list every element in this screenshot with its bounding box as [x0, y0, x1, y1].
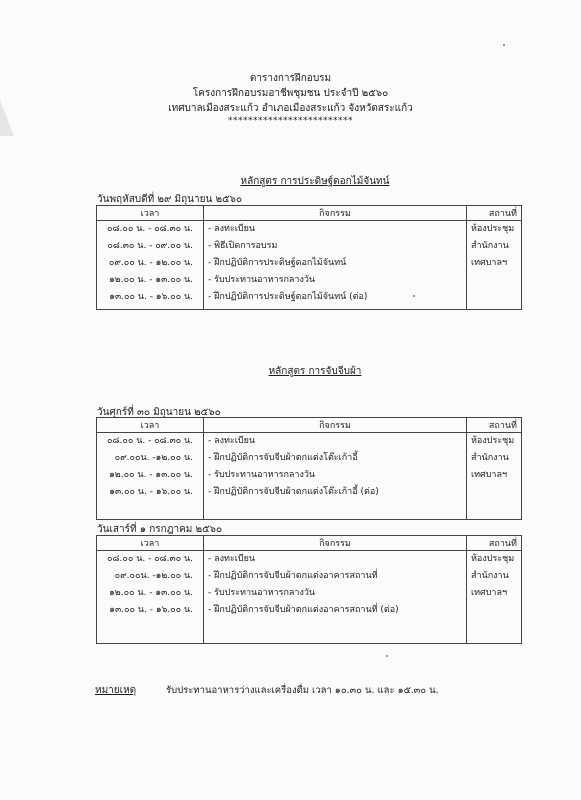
column-header-time: เวลา — [97, 418, 204, 433]
place-cell: ห้องประชุม สำนักงาน เทศบาลฯ — [467, 551, 522, 644]
column-header-place: สถานที่ — [467, 418, 522, 433]
schedule-table-day-3 — [96, 535, 522, 644]
activity-cell: - ลงทะเบียน - ฝึกปฏิบัติการจับจีบผ้าตกแต่งอาคารสถานที่ - รับประทานอาหารกลางวัน - ฝึกปฏิบัติการจับจีบผ้าตกแต่งอาคารสถานที่ (ต่อ) — [204, 551, 467, 644]
column-header-place: สถานที่ — [467, 536, 522, 551]
schedule-title: ตารางการฝึกอบรม — [249, 73, 332, 84]
column-header-time: เวลา — [97, 536, 204, 551]
time-cell: ๐๘.๐๐ น. - ๐๘.๓๐ น. ๐๙.๐๐น. -๑๒.๐๐ น. ๑๒.๐๐ น. - ๑๓.๐๐ น. ๑๓.๐๐ น. - ๑๖.๐๐ น. — [97, 551, 204, 644]
day-date-2: วันศุกร์ที่ ๓๐ มิถุนายน ๒๕๖๐ — [97, 407, 221, 418]
schedule-table-day-1 — [96, 205, 522, 310]
day-date-3: วันเสาร์ที่ ๑ กรกฎาคม ๒๕๖๐ — [97, 524, 223, 535]
day-date-1: วันพฤหัสบดีที่ ๒๙ มิถุนายน ๒๕๖๐ — [97, 194, 243, 205]
column-header-place: สถานที่ — [467, 206, 522, 221]
project-title: โครงการฝึกอบรมอาชีพชุมชน ประจำปี ๒๕๖๐ — [192, 88, 389, 99]
asterisk-divider: ************************* — [228, 116, 353, 126]
column-header-activity: กิจกรรม — [204, 536, 467, 551]
column-header-activity: กิจกรรม — [204, 418, 467, 433]
speck — [503, 44, 505, 46]
organization-line: เทศบาลเมืองสระแก้ว อำเภอเมืองสระแก้ว จังหวัดสระแก้ว — [168, 103, 413, 114]
activity-cell: - ลงทะเบียน - ฝึกปฏิบัติการจับจีบผ้าตกแต่งโต๊ะเก้าอี้ - รับประทานอาหารกลางวัน - ฝึกปฏิบัติการจับจีบผ้าตกแต่งโต๊ะเก้าอี้ (ต่อ) — [204, 433, 467, 520]
speck — [386, 655, 388, 657]
schedule-table-day-2 — [96, 417, 522, 520]
activity-cell: - ลงทะเบียน - พิธีเปิดการอบรม - ฝึกปฏิบัติการประดิษฐ์ดอกไม้จันทน์ - รับประทานอาหารกลางวัน - ฝึกปฏิบัติการประดิษฐ์ดอกไม้จันทน์ (ต่อ) — [204, 221, 467, 310]
note-label: หมายเหตุ — [95, 685, 137, 696]
course-title-fabric-pleating: หลักสูตร การจับจีบผ้า — [268, 366, 362, 377]
time-cell: ๐๘.๐๐ น. - ๐๘.๓๐ น. ๐๘.๓๐ น. - ๐๙.๐๐ น. ๐๙.๐๐ น. - ๑๒.๐๐ น. ๑๒.๐๐ น. - ๑๓.๐๐ น. ๑๓.๐๐ น. - ๑๖.๐๐ น. — [97, 221, 204, 310]
speck — [413, 295, 415, 297]
column-header-activity: กิจกรรม — [204, 206, 467, 221]
time-cell: ๐๘.๐๐ น. - ๐๘.๓๐ น. ๐๙.๐๐น. -๑๒.๐๐ น. ๑๒.๐๐ น. - ๑๓.๐๐ น. ๑๓.๐๐ น. - ๑๖.๐๐ น. — [97, 433, 204, 520]
column-header-time: เวลา — [97, 206, 204, 221]
place-cell: ห้องประชุม สำนักงาน เทศบาลฯ — [467, 221, 522, 310]
course-title-sandalwood-flower: หลักสูตร การประดิษฐ์ดอกไม้จันทน์ — [240, 176, 390, 187]
place-cell: ห้องประชุม สำนักงาน เทศบาลฯ — [467, 433, 522, 520]
note-text: รับประทานอาหารว่างและเครื่องดื่ม เวลา ๑๐.๓๐ น. และ ๑๕.๓๐ น. — [166, 685, 439, 696]
